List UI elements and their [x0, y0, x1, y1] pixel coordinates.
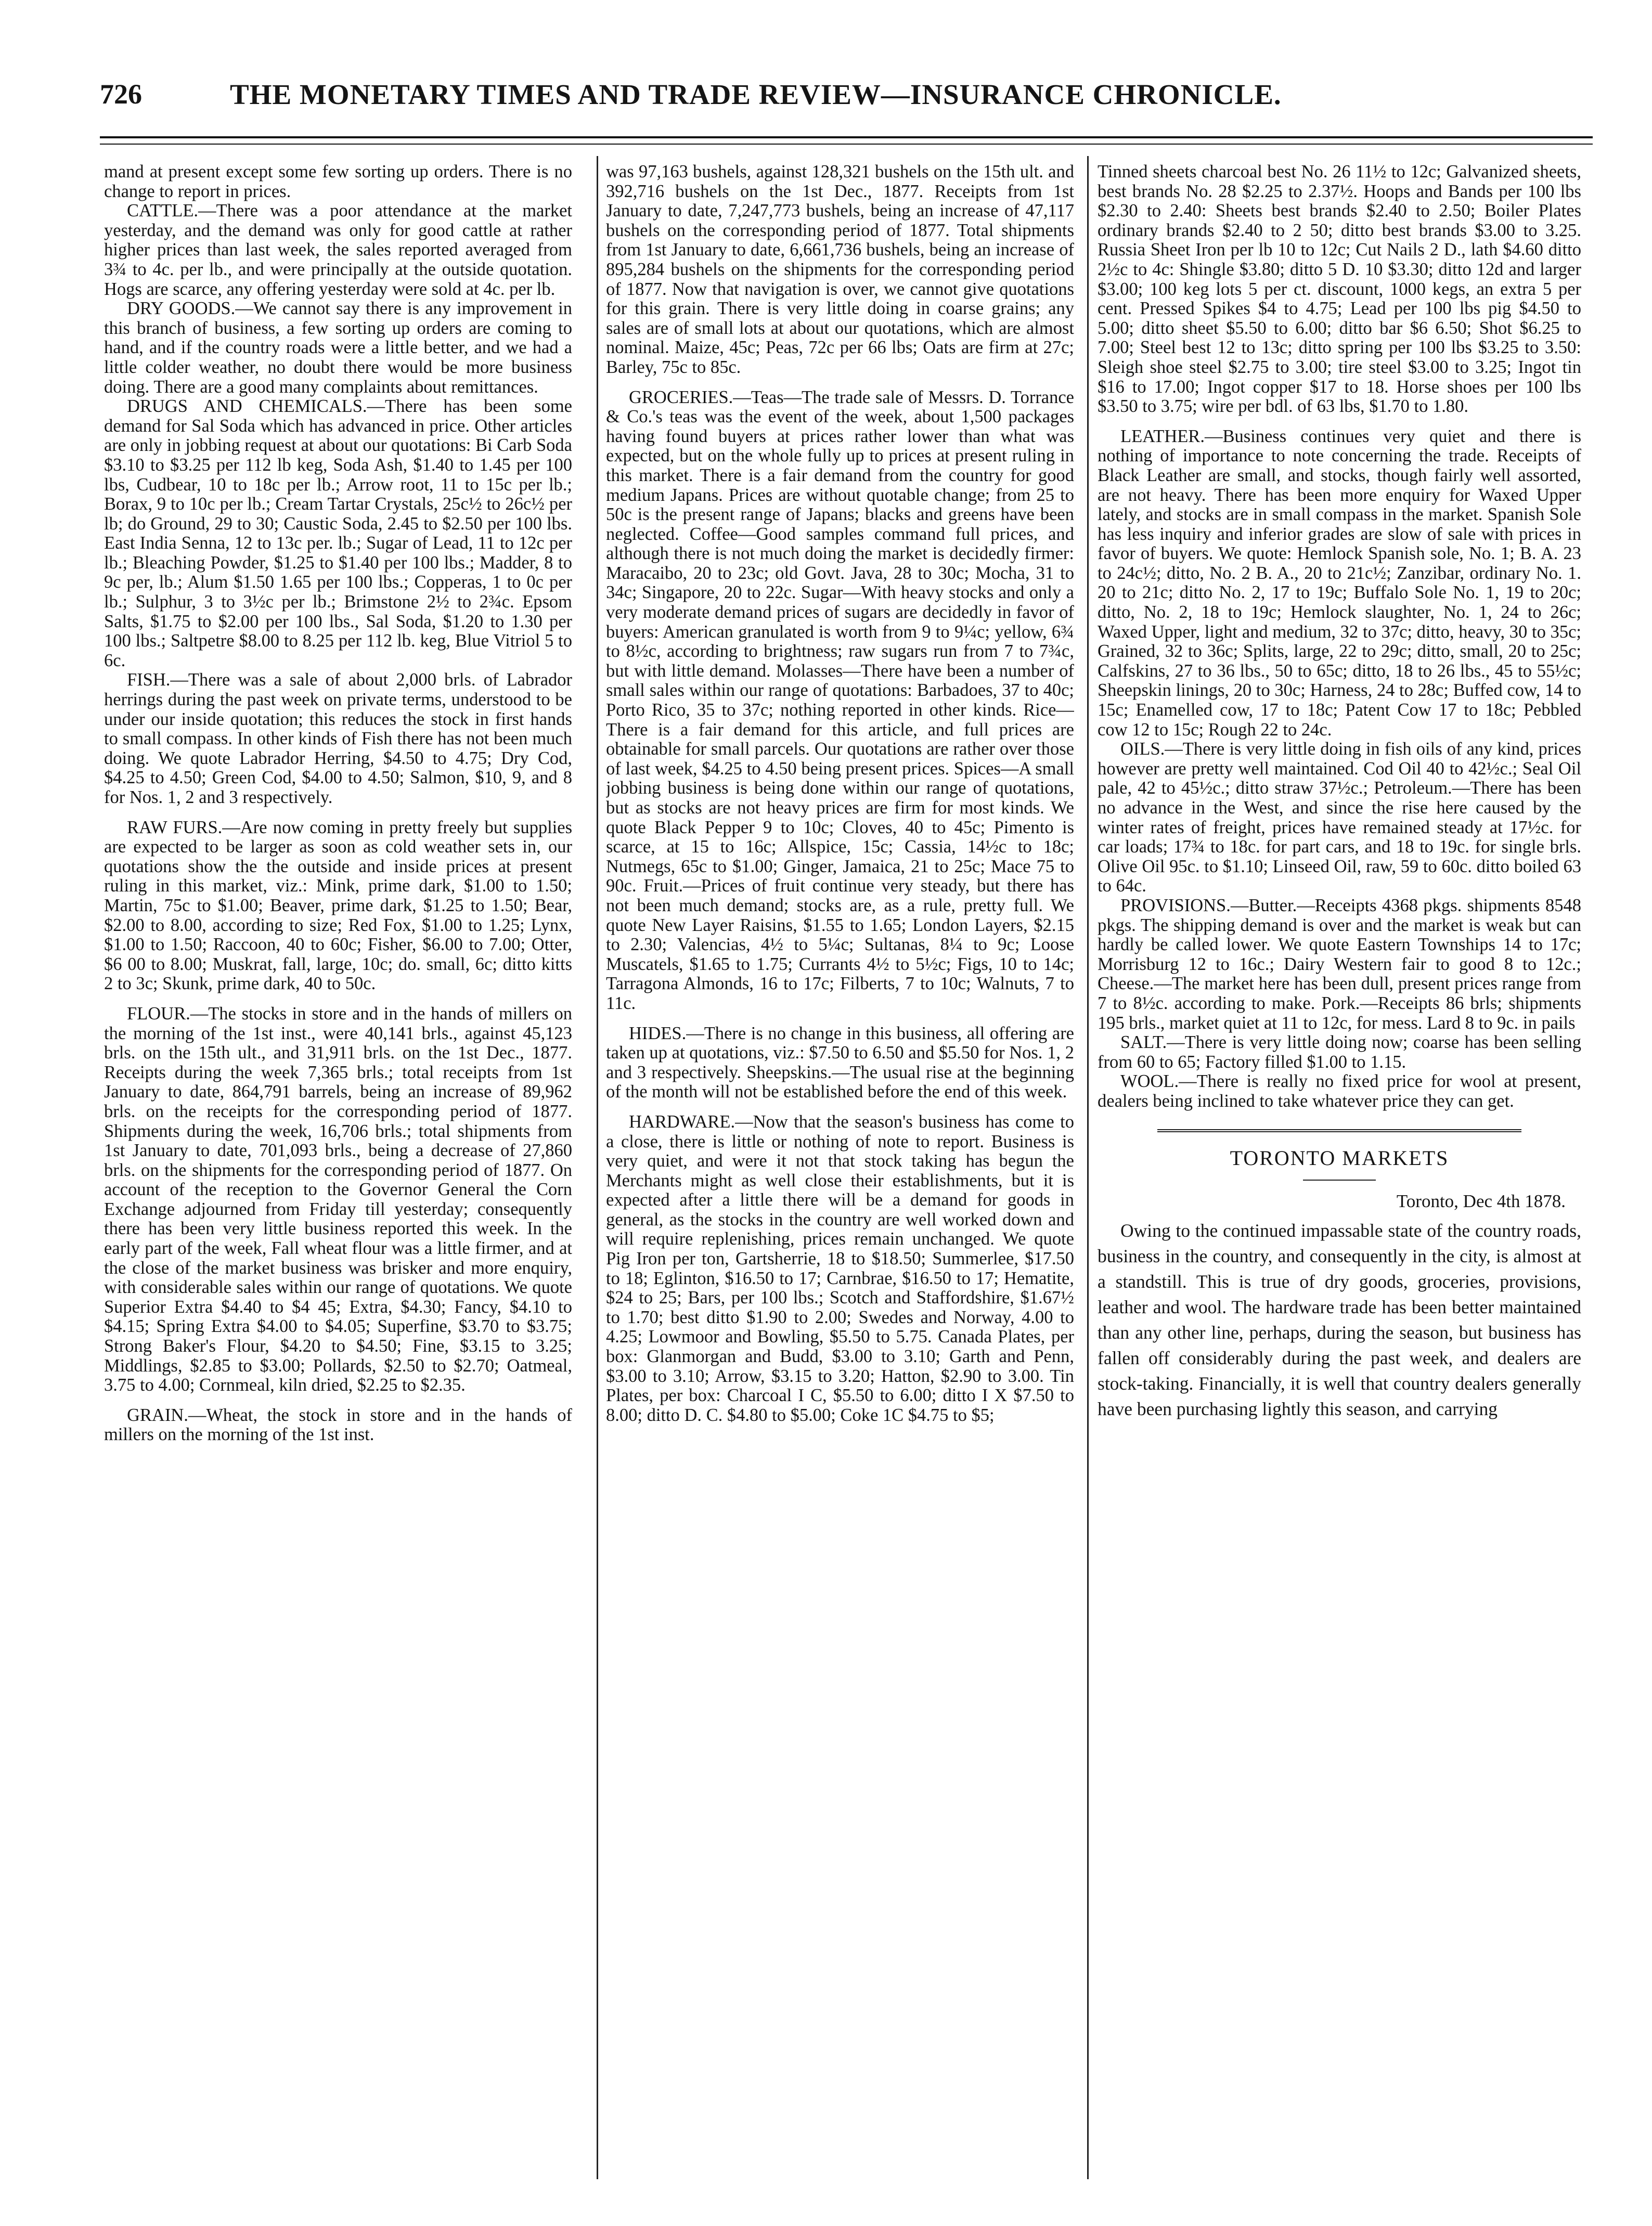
- page-number: 726: [100, 79, 142, 110]
- salt-report: SALT.—There is very little doing now; coarse has been selling from 60 to 65; Factory filled $1.00 to 1.15.: [1098, 1032, 1581, 1072]
- toronto-markets-report: Owing to the continued impassable state of the country roads, business in the country, and consequently in the city, is almost at a standstill. This is true of dry goods, groceries, provisions, leather and wool. The hardware trade has been better maintained than any other line, perhaps, during the season, but business has fallen off considerably during the past week, and dealers are stock-taking. Financially, it is well that country dealers generally have been purchasing lightly this season, and carrying: [1098, 1220, 1581, 1419]
- grain-report-continued: was 97,163 bushels, against 128,321 bushels on the 15th ult. and 392,716 bushels on the 1st Dec., 1877. Receipts from 1st January to date, 7,247,773 bushels, being an increase of 47,117 bushels on the corresponding period of 1877. Total shipments from 1st January to date, 6,661,736 bushels, being an increase of 895,284 bushels on the shipments for the corresponding period of 1877. Now that navigation is over, we cannot give quotations for this grain. There is very little doing in coarse grains; any sales are of small lots at about our quotations, which are almost nominal. Maize, 45c; Peas, 72c per 66 lbs; Oats are firm at 27c; Barley, 75c to 85c.: [606, 162, 1074, 377]
- raw-furs-report: RAW FURS.—Are now coming in pretty freely but supplies are expected to be larger as soon as cold weather sets in, our quotations show the the outside and inside prices at present ruling in this market, viz.: Mink, prime dark, $1.00 to 1.50; Martin, 75c to $1.00; Beaver, prime dark, $1.25 to 1.50; Bear, $2.00 to 8.00, according to size; Red Fox, $1.00 to 1.25; Lynx, $1.00 to 1.50; Raccoon, 40 to 60c; Fisher, $6.00 to 7.00; Otter, $6 00 to 8.00; Muskrat, fall, large, 10c; do. small, 6c; ditto kitts 2 to 3c; Skunk, prime dark, 40 to 50c.: [104, 817, 572, 994]
- page-header: [100, 78, 1572, 114]
- dateline: Toronto, Dec 4th 1878.: [1396, 1190, 1566, 1211]
- cattle-report: CATTLE.—There was a poor attendance at the market yesterday, and the demand was only for good cattle at rather higher prices than last week, the sales reported averaged from 3¾ to 4c. per lb., and were principally at the outside quotation. Hogs are scarce, any offering yesterday were sold at 4c. per lb.: [104, 201, 572, 299]
- fish-report: FISH.—There was a sale of about 2,000 brls. of Labrador herrings during the past week on private terms, understood to be under our inside quotation; this reduces the stock in first hands to small compass. In other kinds of Fish there has not been much doing. We quote Labrador Herring, $4.50 to 4.75; Dry Cod, $4.25 to 4.50; Green Cod, $4.00 to 4.50; Salmon, $10, 9, and 8 for Nos. 1, 2 and 3 respectively.: [104, 670, 572, 807]
- column-1: [104, 162, 572, 2170]
- hardware-report-continued: Tinned sheets charcoal best No. 26 11½ to 12c; Galvanized sheets, best brands No. 28 $2.25 to 2.37½. Hoops and Bands per 100 lbs $2.30 to 2.40: Sheets best brands $2.40 to 2.50; Boiler Plates ordinary brands $2.40 to 2 50; ditto best brands $3.00 to 3.25. Russia Sheet Iron per lb 10 to 12c; Cut Nails 2 D., lath $4.60 ditto 2½c to 4c: Shingle $3.80; ditto 5 D. 10 $3.30; ditto 12d and larger $3.00; 100 keg lots 5 per ct. discount, 1000 kegs, an extra 5 per cent. Pressed Spikes $4 to 4.75; Lead per 100 lbs pig $4.50 to 5.00; ditto sheet $5.50 to 6.00; ditto bar $6 6.50; Shot $6.25 to 7.00; Steel best 12 to 13c; ditto spring per 100 lbs $3.25 to 3.50: Sleigh shoe steel $2.75 to 3.00; tire steel $3.00 to 3.25; Ingot tin $16 to 17.00; Ingot copper $17 to 18. Horse shoes per 100 lbs $3.50 to 3.75; wire per bdl. of 63 lbs, $1.70 to 1.80.: [1098, 162, 1581, 417]
- running-title: THE MONETARY TIMES AND TRADE REVIEW—INSURANCE CHRONICLE.: [230, 79, 1282, 110]
- dry-goods-report: DRY GOODS.—We cannot say there is any improvement in this branch of business, a few sorting up orders are coming to hand, and if the country roads were a little better, and we had a little colder weather, no doubt there would be more business doing. There are a good many complaints about remittances.: [104, 299, 572, 397]
- hides-report: HIDES.—There is no change in this business, all offering are taken up at quotations, viz.: $7.50 to 6.50 and $5.50 for Nos. 1, 2 and 3 respectively. Sheepskins.—The usual rise at the beginning of the month will not be established before the end of this week.: [606, 1023, 1074, 1102]
- drugs-chemicals-report: DRUGS AND CHEMICALS.—There has been some demand for Sal Soda which has advanced in price. Other articles are only in jobbing request at about our quotations: Bi Carb Soda $3.10 to $3.25 per 112 lb keg, Soda Ash, $1.40 to 1.45 per 100 lbs, Cudbear, 10 to 18c per lb.; Arrow root, 11 to 15c per lb.; Borax, 9 to 10c per lb.; Cream Tartar Crystals, 25c½ to 26c½ per lb; do Ground, 29 to 30; Caustic Soda, 2.45 to $2.50 per 100 lbs. East India Senna, 12 to 13c per. lb.; Sugar of Lead, 11 to 12c per lb.; Bleaching Powder, $1.25 to $1.40 per 100 lbs.; Madder, 8 to 9c per, lb.; Alum $1.50 1.65 per 100 lbs.; Copperas, 1 to 0c per lb.; Sulphur, 3 to 3½c per lb.; Brimstone 2½ to 2¾c. Epsom Salts, $1.75 to $2.00 per 100 lbs., Sal Soda, $1.20 to 1.30 per 100 lbs.; Saltpetre $8.00 to 8.25 per 112 lb. keg, Blue Vitriol 5 to 6c.: [104, 396, 572, 670]
- flour-report: FLOUR.—The stocks in store and in the hands of millers on the morning of the 1st inst., were 40,141 brls., against 45,123 brls. on the 15th ult., and 31,911 brls. on the 1st Dec., 1877. Receipts during the week 7,365 brls.; total receipts from 1st January to date, 864,791 barrels, being an increase of 89,962 brls. on the receipts for the corresponding period of 1877. Shipments during the week, 16,706 brls.; total shipments from 1st January to date, 701,093 brls., being a decrease of 27,860 brls. on the shipments for the corresponding period of 1877. On account of the reception to the Governor General the Corn Exchange adjourned from Friday till yesterday; consequently there has been very little business reported this week. In the early part of the week, Fall wheat flour was a little firmer, and at the close of the market business was brisker and more enquiry, with considerable sales within our range of quotations. We quote Superior Extra $4.40 to $4 45; Extra, $4.30; Fancy, $4.10 to $4.15; Spring Extra $4.00 to $4.05; Superfine, $3.70 to $3.75; Strong Baker's Flour, $4.20 to $4.50; Fine, $3.15 to 3.25; Middlings, $2.85 to $3.00; Pollards, $2.50 to $2.70; Oatmeal, 3.75 to 4.00; Cornmeal, kiln dried, $2.25 to $2.35.: [104, 1003, 572, 1395]
- section-heading: TORONTO MARKETS: [1230, 1146, 1449, 1170]
- header-rule: [100, 136, 1593, 138]
- column-3: [1098, 162, 1581, 2170]
- header-rule-thin: [100, 144, 1593, 145]
- heading-underline: [1303, 1180, 1376, 1181]
- leather-report: LEATHER.—Business continues very quiet and there is nothing of importance to note concerning the trade. Receipts of Black Leather are small, and stocks, though fairly well assorted, are not heavy. There has been more enquiry for Waxed Upper lately, and stocks are in small compass in the market. Spanish Sole has less inquiry and inferior grades are slow of sale with prices in favor of buyers. We quote: Hemlock Spanish sole, No. 1; B. A. 23 to 24c½; ditto, No. 2 B. A., 20 to 21c½; Zanzibar, ordinary No. 1. 20 to 21c; ditto No. 2, 17 to 19c; Buffalo Sole No. 1, 19 to 20c; ditto, No. 2, 18 to 19c; Hemlock slaughter, No. 1, 24 to 26c; Waxed Upper, light and medium, 32 to 37c; ditto, heavy, 30 to 35c; Grained, 32 to 36c; Splits, large, 22 to 29c; ditto, small, 20 to 25c; Calfskins, 27 to 36 lbs., 50 to 65c; ditto, 18 to 26 lbs., 45 to 55½c; Sheepskin linings, 20 to 30c; Harness, 24 to 28c; Buffed cow, 14 to 15c; Enamelled cow, 17 to 18c; Patent Cow 17 to 18c; Pebbled cow 12 to 15c; Rough 22 to 24c.: [1098, 426, 1581, 740]
- column-2: [606, 162, 1074, 2170]
- wool-report: WOOL.—There is really no fixed price for wool at present, dealers being inclined to take whatever price they can get.: [1098, 1071, 1581, 1111]
- oils-report: OILS.—There is very little doing in fish oils of any kind, prices however are pretty well maintained. Cod Oil 40 to 42½c.; Seal Oil pale, 42 to 45½c.; ditto straw 37½c.; Petroleum.—There has been no advance in the West, and since the rise here caused by the winter rates of freight, prices have remained steady at 17½c. for car loads; 17¾ to 18c. for part cars, and 18 to 19c. for single brls. Olive Oil 95c. to $1.10; Linseed Oil, raw, 59 to 60c. ditto boiled 63 to 64c.: [1098, 739, 1581, 896]
- section-divider: [1157, 1129, 1521, 1132]
- article-paragraph: mand at present except some few sorting up orders. There is no change to report in prices.: [104, 162, 572, 201]
- groceries-report: GROCERIES.—Teas—The trade sale of Messrs. D. Torrance & Co.'s teas was the event of the week, about 1,500 packages having found buyers at prices rather lower than what was expected, but on the whole fully up to prices at present ruling in this market. There is a fair demand from the country for good medium Japans. Prices are without quotable change; from 25 to 50c is the present range of Japans; blacks and greens have been neglected. Coffee—Good samples command full prices, and although there is not much doing the market is decidedly firmer: Maracaibo, 20 to 23c; old Govt. Java, 28 to 30c; Mocha, 31 to 34c; Singapore, 20 to 22c. Sugar—With heavy stocks and only a very moderate demand prices of sugars are decidedly in favor of buyers: American granulated is worth from 9 to 9¼c; yellow, 6¾ to 8½c, according to brightness; raw sugars run from 7 to 7¾c, but with little demand. Molasses—There have been a number of small sales within our range of quotations: Barbadoes, 37 to 40c; Porto Rico, 35 to 37c; nothing reported in other kinds. Rice—There is a fair demand for this article, and full prices are obtainable for small parcels. Our quotations are rather over those of last week, $4.25 to 4.50 being present prices. Spices—A small jobbing business is being done within our range of quotations, but as stocks are not heavy prices are firm for most kinds. We quote Black Pepper 9 to 10c; Cloves, 40 to 45c; Pimento is scarce, at 15 to 16c; Allspice, 15c; Cassia, 14½c to 18c; Nutmegs, 65c to $1.00; Ginger, Jamaica, 21 to 25c; Mace 75 to 90c. Fruit.—Prices of fruit continue very steady, but there has not been much demand; stocks are, as a rule, pretty full. We quote New Layer Raisins, $1.55 to 1.65; London Layers, $2.15 to 2.30; Valencias, 4½ to 5¼c; Sultanas, 8¼ to 9c; Loose Muscatels, $1.65 to 1.75; Currants 4½ to 5½c; Figs, 10 to 14c; Tarragona Almonds, 16 to 17c; Filberts, 7 to 10c; Walnuts, 7 to 11c.: [606, 387, 1074, 1013]
- grain-report: GRAIN.—Wheat, the stock in store and in the hands of millers on the morning of the 1st inst.: [104, 1405, 572, 1445]
- column-divider: [597, 156, 598, 2179]
- provisions-report: PROVISIONS.—Butter.—Receipts 4368 pkgs. shipments 8548 pkgs. The shipping demand is over and the market is weak but can hardly be called lower. We quote Eastern Townships 14 to 17c; Morrisburg 12 to 16c.; Dairy Western fair to good 8 to 12c.; Cheese.—The market here has been dull, present prices range from 7 to 8½c. according to make. Pork.—Receipts 86 brls; shipments 195 brls., market quiet at 11 to 12c, for mess. Lard 8 to 9c. in pails: [1098, 895, 1581, 1033]
- column-divider: [1087, 156, 1089, 2179]
- hardware-report: HARDWARE.—Now that the season's business has come to a close, there is little or nothing of note to report. Business is very quiet, and were it not that stock taking has begun the Merchants might as well close their establishments, but it is expected after a little there will be a demand for goods in general, as the stocks in the country are well worked down and will require replenishing, prices remain unchanged. We quote Pig Iron per ton, Gartsherrie, 18 to $18.50; Summerlee, $17.50 to 18; Eglinton, $16.50 to 17; Carnbrae, $16.50 to 17; Hematite, $24 to 25; Bars, per 100 lbs.; Scotch and Staffordshire, $1.67½ to 1.70; best ditto $1.90 to 2.00; Swedes and Norway, 4.00 to 4.25; Lowmoor and Bowling, $5.50 to 5.75. Canada Plates, per box: Glanmorgan and Budd, $3.00 to 3.10; Garth and Penn, $3.00 to 3.10; Arrow, $3.15 to 3.20; Hatton, $2.90 to 3.00. Tin Plates, per box: Charcoal I C, $5.50 to 6.00; ditto I X $7.50 to 8.00; ditto D. C. $4.80 to $5.00; Coke 1C $4.75 to $5;: [606, 1111, 1074, 1425]
